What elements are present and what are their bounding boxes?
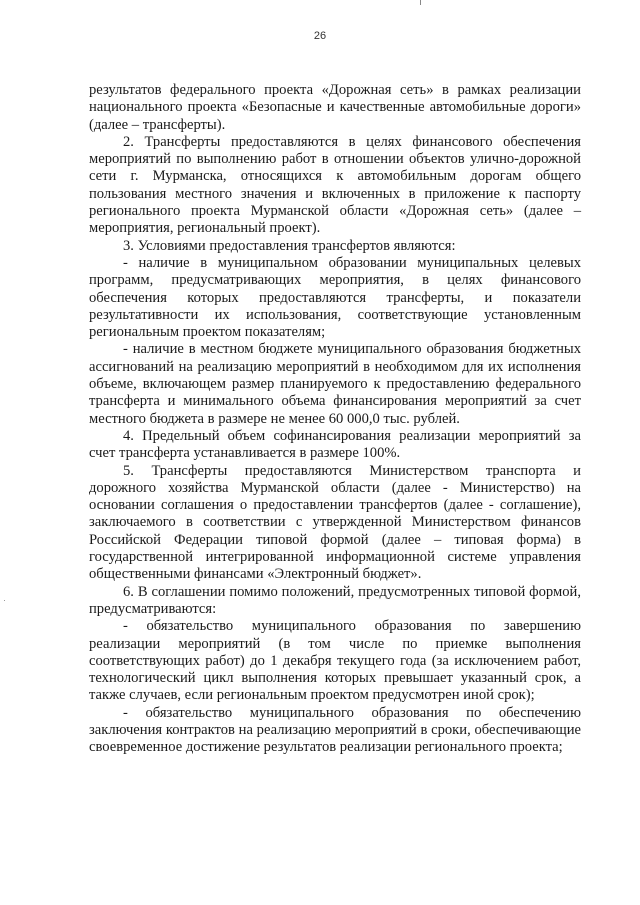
- paragraph-3: 3. Условиями предоставления трансфертов являются:: [123, 237, 456, 254]
- paragraph-4: 4. Предельный объем софинансирования реализации мероприятий за счет трансферта устанавливается в размере 100%.: [89, 427, 581, 462]
- paragraph-2: 2. Трансферты предоставляются в целях финансового обеспечения мероприятий по выполнению работ в отношении объектов улично-дорожной сети г. Мурманска, относящихся к автомобильным дорогам общего пользования местного значения и включенных в приложение к паспорту регионального проекта Мурманской области «Дорожная сеть» (далее – мероприятия, региональный проект).: [89, 133, 581, 237]
- document-body: [89, 82, 581, 757]
- paragraph-5: 5. Трансферты предоставляются Министерством транспорта и дорожного хозяйства Мурманской области (далее - Министерство) на основании соглашения о предоставлении трансфертов (далее - соглашение), заключаемого в соответствии с утвержденной Министерством финансов Российской Федерации типовой формой (далее – типовая форма) в государственной интегрированной информационной системе управления общественными финансами «Электронный бюджет».: [89, 462, 581, 583]
- paragraph-3-item-1: - наличие в муниципальном образовании муниципальных целевых программ, предусматривающих мероприятия, в целях финансового обеспечения которых предоставляются трансферты, и показатели результативности их использования, соответствующие установленным региональным проектом показателям;: [89, 254, 581, 341]
- paragraph-6-item-2: - обязательство муниципального образования по обеспечению заключения контрактов на реализацию мероприятий в сроки, обеспечивающие своевременное достижение результатов реализации регионального проекта;: [89, 704, 581, 756]
- scan-artifact-left: [4, 600, 5, 601]
- paragraph-continuation: результатов федерального проекта «Дорожная сеть» в рамках реализации национального проекта «Безопасные и качественные автомобильные дороги» (далее – трансферты).: [89, 82, 581, 133]
- paragraph-6: 6. В соглашении помимо положений, предусмотренных типовой формой, предусматриваются:: [89, 583, 581, 617]
- paragraph-6-item-1: - обязательство муниципального образования по завершению реализации мероприятий (в том числе по приемке выполнения соответствующих работ) до 1 декабря текущего года (за исключением работ, технологический цикл выполнения которых превышает указанный срок, а также случаев, если региональным проектом предусмотрен иной срок);: [89, 618, 581, 704]
- paragraph-3-item-2: - наличие в местном бюджете муниципального образования бюджетных ассигнований на реализацию мероприятий в необходимом для их исполнения объеме, включающем размер планируемого к предоставлению федерального трансферта и минимального объема финансирования мероприятий за счет местного бюджета в размере не менее 60 000,0 тыс. рублей.: [89, 341, 581, 427]
- page-number: 26: [313, 30, 327, 42]
- scan-artifact-top: [420, 0, 421, 5]
